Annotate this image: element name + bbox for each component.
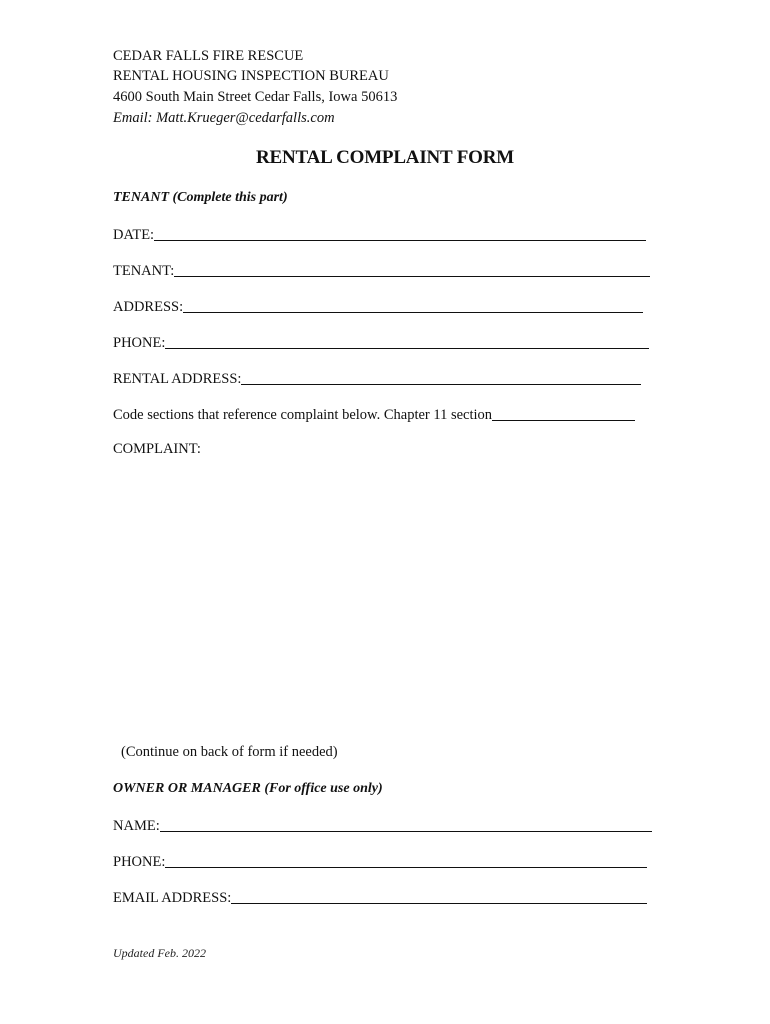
bureau-name: RENTAL HOUSING INSPECTION BUREAU — [113, 68, 389, 84]
owner-section-heading: OWNER OR MANAGER (For office use only) — [113, 781, 383, 796]
owner-email-field — [113, 887, 647, 907]
code-sections-label: Code sections that reference complaint below. Chapter 11 section — [113, 407, 493, 423]
form-title: RENTAL COMPLAINT FORM — [256, 147, 514, 168]
phone-input-line[interactable] — [165, 348, 649, 349]
tenant-field — [113, 260, 650, 280]
contact-email: Email: Matt.Krueger@cedarfalls.com — [113, 110, 335, 126]
complaint-text-area[interactable] — [113, 465, 657, 735]
tenant-section-heading: TENANT (Complete this part) — [113, 190, 288, 205]
phone-field — [113, 332, 649, 352]
date-input-line[interactable] — [154, 240, 646, 241]
owner-email-label: EMAIL ADDRESS: — [113, 890, 232, 906]
rental-address-label: RENTAL ADDRESS: — [113, 371, 242, 387]
rental-address-input-line[interactable] — [241, 384, 641, 385]
owner-name-field — [113, 815, 652, 835]
continue-note: (Continue on back of form if needed) — [121, 744, 338, 760]
date-field — [113, 224, 646, 244]
code-sections-field — [113, 404, 635, 424]
tenant-input-line[interactable] — [174, 276, 650, 277]
rental-address-field — [113, 368, 641, 388]
owner-phone-field — [113, 851, 647, 871]
owner-phone-input-line[interactable] — [165, 867, 647, 868]
phone-label: PHONE: — [113, 335, 166, 351]
org-name: CEDAR FALLS FIRE RESCUE — [113, 48, 304, 64]
owner-email-input-line[interactable] — [231, 903, 647, 904]
complaint-label: COMPLAINT: — [113, 441, 201, 457]
code-sections-input-line[interactable] — [492, 420, 635, 421]
updated-note: Updated Feb. 2022 — [113, 946, 206, 960]
owner-name-input-line[interactable] — [160, 831, 652, 832]
address-input-line[interactable] — [183, 312, 643, 313]
owner-name-label: NAME: — [113, 818, 160, 834]
bureau-address: 4600 South Main Street Cedar Falls, Iowa 50613 — [113, 89, 398, 105]
owner-phone-label: PHONE: — [113, 854, 166, 870]
date-label: DATE: — [113, 227, 155, 243]
tenant-label: TENANT: — [113, 263, 175, 279]
address-field — [113, 296, 643, 316]
address-label: ADDRESS: — [113, 299, 184, 315]
